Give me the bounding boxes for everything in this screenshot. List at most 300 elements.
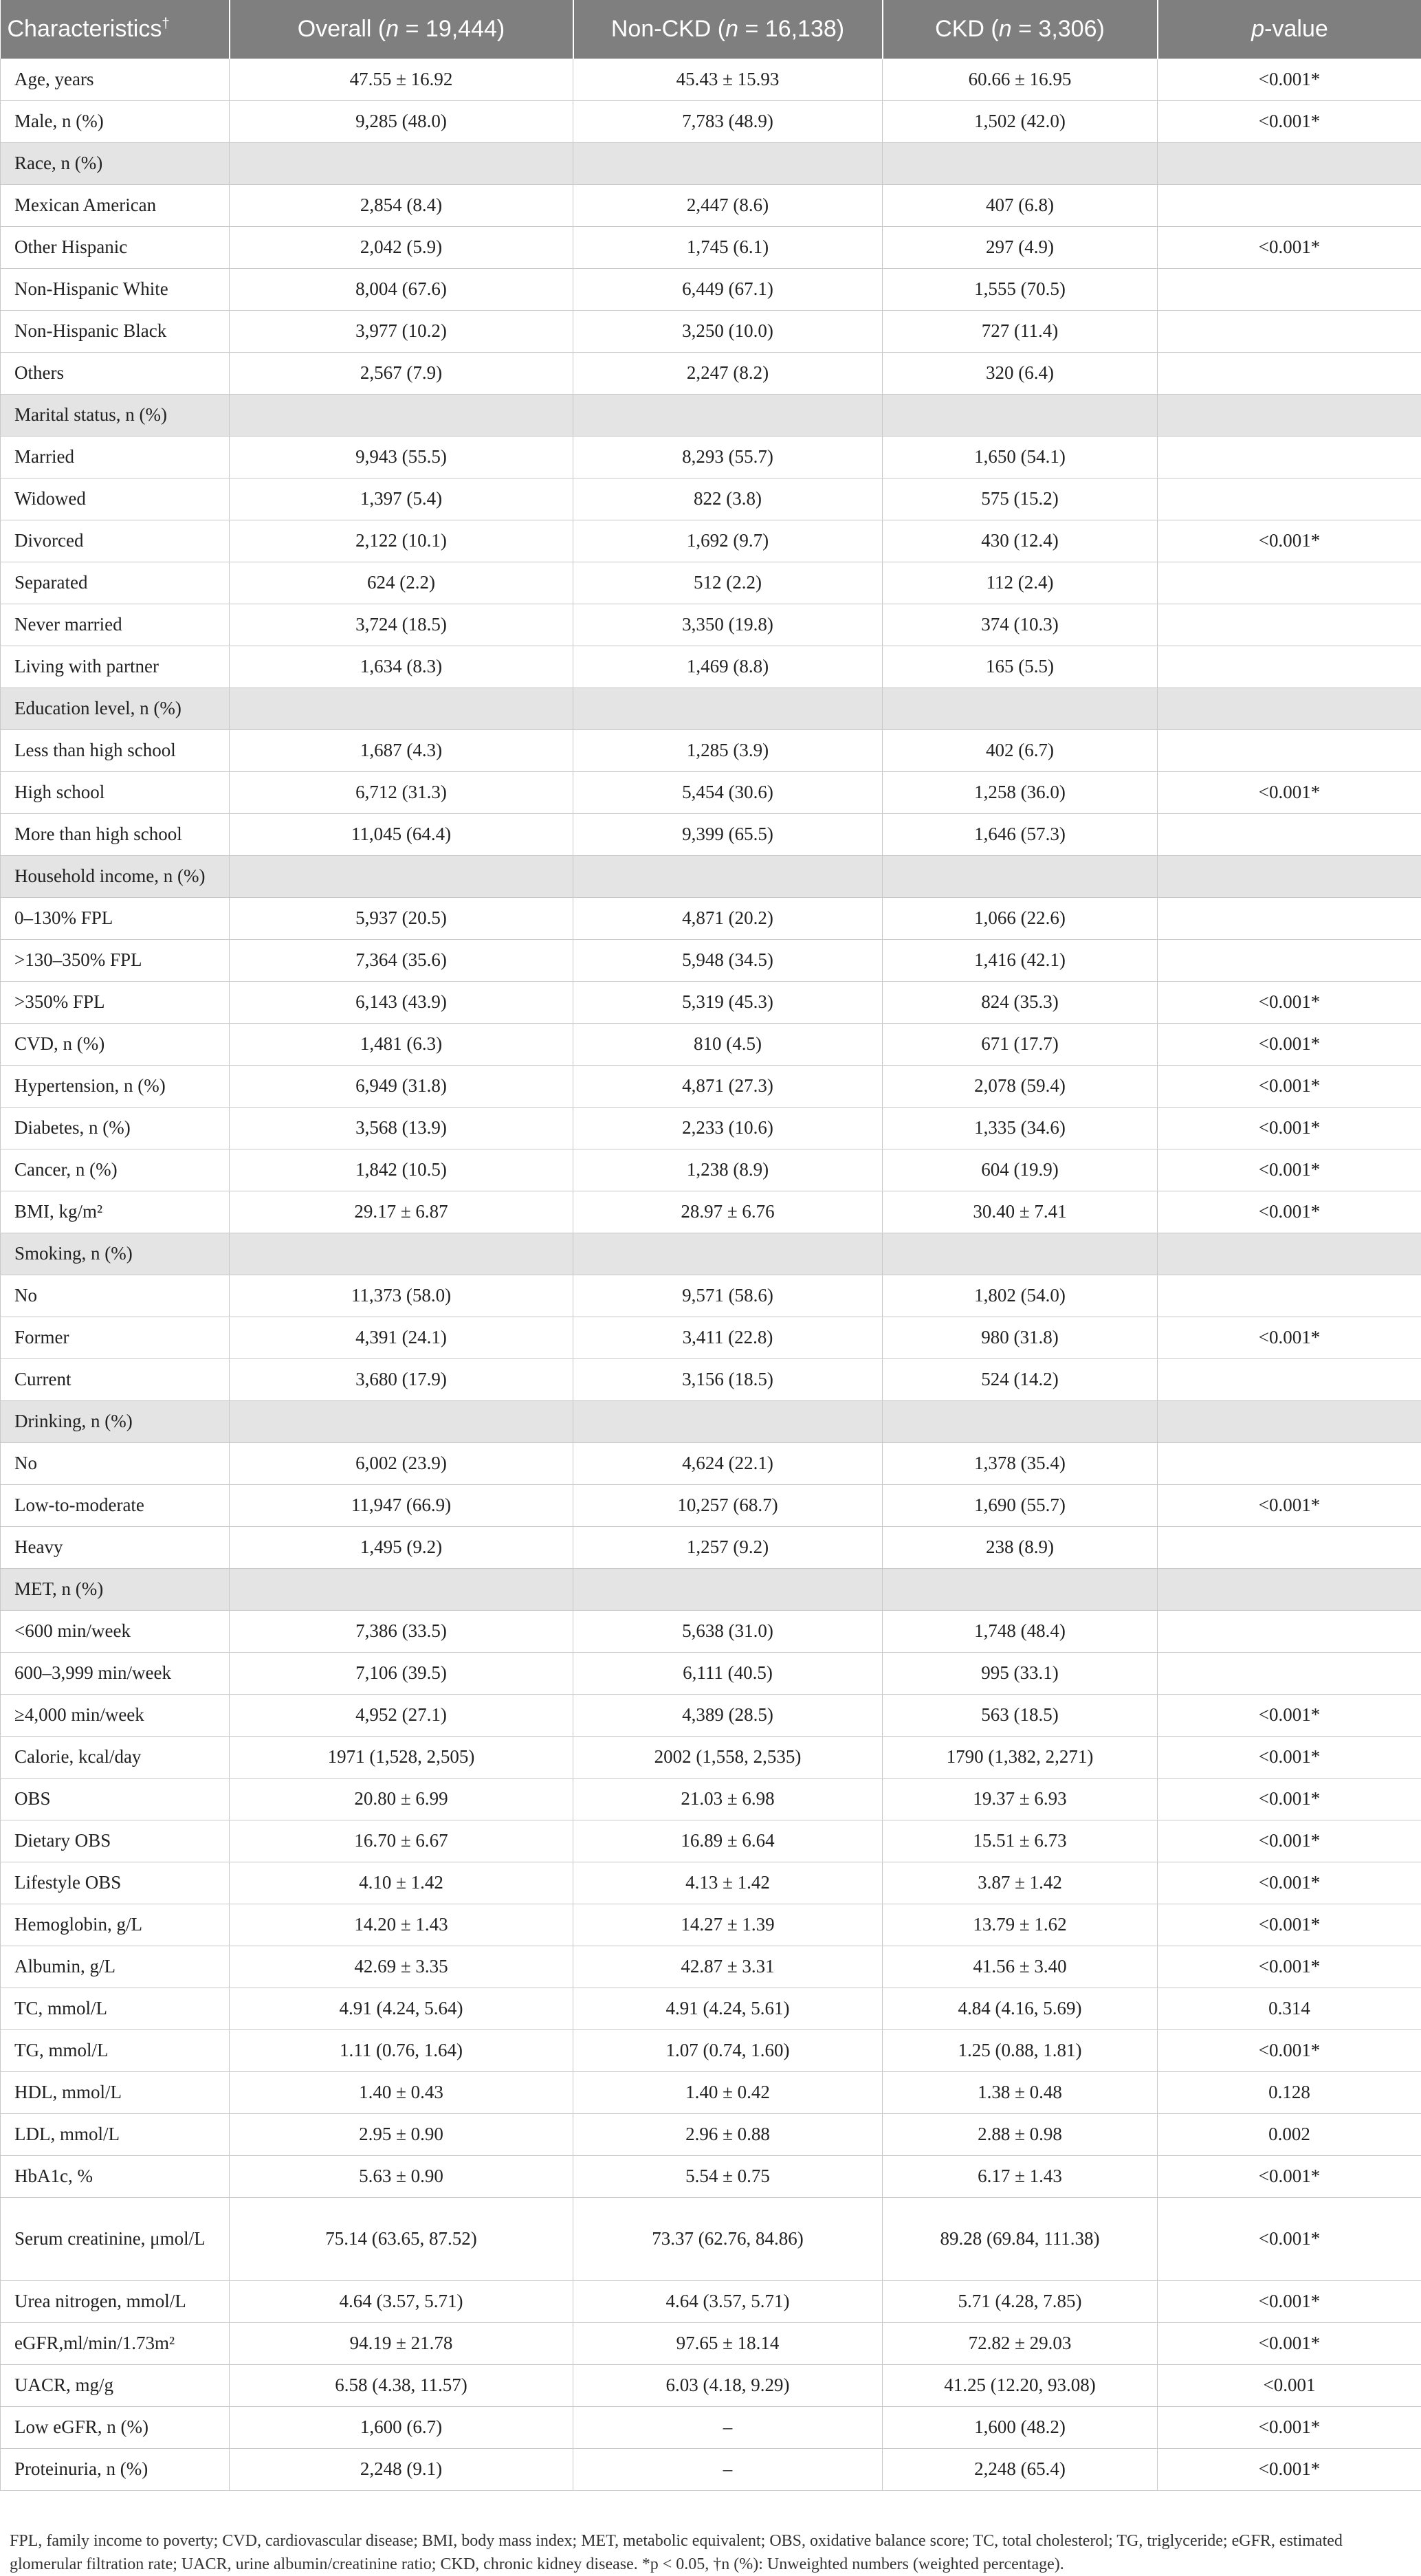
ckd-cell: 563 (18.5) <box>883 1695 1158 1737</box>
p-value-cell <box>1158 437 1421 478</box>
non-ckd-cell: 4,624 (22.1) <box>573 1443 883 1485</box>
ckd-cell <box>883 856 1158 898</box>
table-row <box>1 1653 1421 1695</box>
ckd-cell <box>883 1233 1158 1275</box>
ckd-cell: 2,078 (59.4) <box>883 1066 1158 1108</box>
overall-cell <box>230 688 573 730</box>
overall-cell: 7,386 (33.5) <box>230 1611 573 1653</box>
row-label-cell: 600–3,999 min/week <box>1 1653 230 1695</box>
p-value-cell: <0.001* <box>1158 1779 1421 1820</box>
row-label-cell: Never married <box>1 604 230 646</box>
overall-cell: 16.70 ± 6.67 <box>230 1820 573 1862</box>
p-value-cell: <0.001* <box>1158 1946 1421 1988</box>
overall-cell: 1971 (1,528, 2,505) <box>230 1737 573 1779</box>
row-label-cell: Living with partner <box>1 646 230 688</box>
table-row <box>1 940 1421 982</box>
table-footnote: FPL, family income to poverty; CVD, cardiovascular disease; BMI, body mass index; MET, metabolic equivalent; OBS, oxidative balance score; TC, total cholesterol; TG, triglyceride; eGFR, estimated glomerular filtration rate; UACR, urine albumin/creatinine ratio; CKD, chronic kidney disease. *p < 0.05, †n (%): Unweighted numbers (weighted percentage). <box>0 2530 1412 2576</box>
non-ckd-cell: 9,571 (58.6) <box>573 1275 883 1317</box>
row-label-cell: Education level, n (%) <box>1 688 230 730</box>
non-ckd-cell <box>573 143 883 185</box>
p-value-cell <box>1158 814 1421 856</box>
non-ckd-cell: 1.40 ± 0.42 <box>573 2072 883 2114</box>
non-ckd-cell: 4.91 (4.24, 5.61) <box>573 1988 883 2030</box>
row-label-cell: UACR, mg/g <box>1 2365 230 2407</box>
p-value-cell: <0.001* <box>1158 1695 1421 1737</box>
row-label-cell: Current <box>1 1359 230 1401</box>
overall-cell: 2,042 (5.9) <box>230 227 573 269</box>
p-value-cell <box>1158 1443 1421 1485</box>
p-value-cell <box>1158 353 1421 395</box>
p-value-cell: <0.001* <box>1158 101 1421 143</box>
row-label-cell: Less than high school <box>1 730 230 772</box>
non-ckd-cell: 8,293 (55.7) <box>573 437 883 478</box>
non-ckd-cell: 16.89 ± 6.64 <box>573 1820 883 1862</box>
ckd-cell: 1,690 (55.7) <box>883 1485 1158 1527</box>
section-row <box>1 1233 1421 1275</box>
overall-cell: 6.58 (4.38, 11.57) <box>230 2365 573 2407</box>
table-row <box>1 1695 1421 1737</box>
overall-cell: 1,842 (10.5) <box>230 1149 573 1191</box>
row-label-cell: Albumin, g/L <box>1 1946 230 1988</box>
row-label-cell: TC, mmol/L <box>1 1988 230 2030</box>
non-ckd-cell: 14.27 ± 1.39 <box>573 1904 883 1946</box>
overall-cell: 94.19 ± 21.78 <box>230 2323 573 2365</box>
non-ckd-cell: 28.97 ± 6.76 <box>573 1191 883 1233</box>
row-label-cell: Calorie, kcal/day <box>1 1737 230 1779</box>
table-row <box>1 2323 1421 2365</box>
ckd-cell: 1,066 (22.6) <box>883 898 1158 940</box>
p-value-cell: <0.001* <box>1158 1317 1421 1359</box>
overall-cell: 5.63 ± 0.90 <box>230 2156 573 2198</box>
p-value-cell <box>1158 688 1421 730</box>
non-ckd-cell: 4,389 (28.5) <box>573 1695 883 1737</box>
header-characteristics: Characteristics† <box>1 0 230 59</box>
non-ckd-cell: 5,319 (45.3) <box>573 982 883 1024</box>
table-row <box>1 1443 1421 1485</box>
row-label-cell: Low eGFR, n (%) <box>1 2407 230 2449</box>
overall-cell: 7,364 (35.6) <box>230 940 573 982</box>
overall-cell: 4.64 (3.57, 5.71) <box>230 2281 573 2323</box>
p-value-cell: <0.001* <box>1158 2030 1421 2072</box>
overall-cell <box>230 1233 573 1275</box>
ckd-cell: 1,802 (54.0) <box>883 1275 1158 1317</box>
overall-cell: 6,143 (43.9) <box>230 982 573 1024</box>
ckd-cell: 575 (15.2) <box>883 478 1158 520</box>
row-label-cell: 0–130% FPL <box>1 898 230 940</box>
non-ckd-cell: 512 (2.2) <box>573 562 883 604</box>
overall-cell: 3,977 (10.2) <box>230 311 573 353</box>
header-non-ckd: Non-CKD (n = 16,138) <box>573 0 883 59</box>
row-label-cell: Lifestyle OBS <box>1 1862 230 1904</box>
p-value-cell <box>1158 1653 1421 1695</box>
row-label-cell: Household income, n (%) <box>1 856 230 898</box>
ckd-cell: 1,378 (35.4) <box>883 1443 1158 1485</box>
ckd-cell: 824 (35.3) <box>883 982 1158 1024</box>
table-header <box>1 0 1421 59</box>
table-row <box>1 2281 1421 2323</box>
table-row <box>1 311 1421 353</box>
overall-cell: 4,391 (24.1) <box>230 1317 573 1359</box>
table-row <box>1 101 1421 143</box>
overall-cell: 14.20 ± 1.43 <box>230 1904 573 1946</box>
p-value-cell: <0.001* <box>1158 2156 1421 2198</box>
overall-cell: 47.55 ± 16.92 <box>230 59 573 101</box>
ckd-cell: 297 (4.9) <box>883 227 1158 269</box>
table-row <box>1 982 1421 1024</box>
non-ckd-cell: 97.65 ± 18.14 <box>573 2323 883 2365</box>
p-value-cell <box>1158 940 1421 982</box>
non-ckd-cell: 1,469 (8.8) <box>573 646 883 688</box>
p-value-cell: <0.001* <box>1158 1149 1421 1191</box>
p-value-cell <box>1158 269 1421 311</box>
row-label-cell: More than high school <box>1 814 230 856</box>
table-row <box>1 1317 1421 1359</box>
row-label-cell: MET, n (%) <box>1 1569 230 1611</box>
overall-cell: 2.95 ± 0.90 <box>230 2114 573 2156</box>
header-ckd: CKD (n = 3,306) <box>883 0 1158 59</box>
section-row <box>1 1569 1421 1611</box>
overall-cell: 20.80 ± 6.99 <box>230 1779 573 1820</box>
ckd-cell <box>883 688 1158 730</box>
section-row <box>1 688 1421 730</box>
p-value-cell: <0.001* <box>1158 520 1421 562</box>
row-label-cell: High school <box>1 772 230 814</box>
ckd-cell: 1,600 (48.2) <box>883 2407 1158 2449</box>
row-label-cell: Cancer, n (%) <box>1 1149 230 1191</box>
table-row <box>1 1737 1421 1779</box>
ckd-cell: 1,335 (34.6) <box>883 1108 1158 1149</box>
ckd-cell: 112 (2.4) <box>883 562 1158 604</box>
row-label-cell: CVD, n (%) <box>1 1024 230 1066</box>
row-label-cell: No <box>1 1275 230 1317</box>
ckd-cell: 671 (17.7) <box>883 1024 1158 1066</box>
p-value-cell <box>1158 1611 1421 1653</box>
row-label-cell: Separated <box>1 562 230 604</box>
row-label-cell: Other Hispanic <box>1 227 230 269</box>
row-label-cell: eGFR,ml/min/1.73m² <box>1 2323 230 2365</box>
overall-cell: 1,600 (6.7) <box>230 2407 573 2449</box>
p-value-cell <box>1158 311 1421 353</box>
non-ckd-cell: 6,449 (67.1) <box>573 269 883 311</box>
table-row <box>1 772 1421 814</box>
row-label-cell: Dietary OBS <box>1 1820 230 1862</box>
overall-cell: 3,724 (18.5) <box>230 604 573 646</box>
ckd-cell: 430 (12.4) <box>883 520 1158 562</box>
overall-cell: 1,481 (6.3) <box>230 1024 573 1066</box>
p-value-cell: <0.001* <box>1158 1108 1421 1149</box>
ckd-cell: 4.84 (4.16, 5.69) <box>883 1988 1158 2030</box>
p-value-cell <box>1158 1569 1421 1611</box>
ckd-cell: 727 (11.4) <box>883 311 1158 353</box>
ckd-cell: 1.25 (0.88, 1.81) <box>883 2030 1158 2072</box>
non-ckd-cell <box>573 1233 883 1275</box>
table-row <box>1 2198 1421 2281</box>
overall-cell: 3,680 (17.9) <box>230 1359 573 1401</box>
non-ckd-cell: 2.96 ± 0.88 <box>573 2114 883 2156</box>
row-label-cell: Age, years <box>1 59 230 101</box>
non-ckd-cell: 3,156 (18.5) <box>573 1359 883 1401</box>
row-label-cell: Former <box>1 1317 230 1359</box>
p-value-cell: <0.001* <box>1158 1024 1421 1066</box>
ckd-cell: 1,502 (42.0) <box>883 101 1158 143</box>
non-ckd-cell: 1,238 (8.9) <box>573 1149 883 1191</box>
p-value-cell: <0.001* <box>1158 2449 1421 2491</box>
table-row <box>1 898 1421 940</box>
p-value-cell: <0.001* <box>1158 1066 1421 1108</box>
row-label-cell: HbA1c, % <box>1 2156 230 2198</box>
table-row <box>1 1779 1421 1820</box>
overall-cell: 2,854 (8.4) <box>230 185 573 227</box>
row-label-cell: Low-to-moderate <box>1 1485 230 1527</box>
non-ckd-cell: 4.64 (3.57, 5.71) <box>573 2281 883 2323</box>
ckd-cell: 1.38 ± 0.48 <box>883 2072 1158 2114</box>
section-row <box>1 395 1421 437</box>
table-row <box>1 1108 1421 1149</box>
ckd-cell: 6.17 ± 1.43 <box>883 2156 1158 2198</box>
overall-cell: 11,947 (66.9) <box>230 1485 573 1527</box>
table-row <box>1 1904 1421 1946</box>
table-row <box>1 185 1421 227</box>
table-row <box>1 1149 1421 1191</box>
overall-cell: 1,495 (9.2) <box>230 1527 573 1569</box>
p-value-cell <box>1158 646 1421 688</box>
overall-cell: 1,397 (5.4) <box>230 478 573 520</box>
section-row <box>1 143 1421 185</box>
non-ckd-cell: 1,285 (3.9) <box>573 730 883 772</box>
row-label-cell: Marital status, n (%) <box>1 395 230 437</box>
table-row <box>1 269 1421 311</box>
overall-cell: 29.17 ± 6.87 <box>230 1191 573 1233</box>
table-row <box>1 1191 1421 1233</box>
ckd-cell: 320 (6.4) <box>883 353 1158 395</box>
overall-cell: 1.40 ± 0.43 <box>230 2072 573 2114</box>
ckd-cell <box>883 1401 1158 1443</box>
table-row <box>1 2407 1421 2449</box>
overall-cell: 6,002 (23.9) <box>230 1443 573 1485</box>
non-ckd-cell: 822 (3.8) <box>573 478 883 520</box>
ckd-cell: 89.28 (69.84, 111.38) <box>883 2198 1158 2281</box>
overall-cell <box>230 395 573 437</box>
section-row <box>1 856 1421 898</box>
overall-cell: 8,004 (67.6) <box>230 269 573 311</box>
table-row <box>1 1611 1421 1653</box>
non-ckd-cell: 2,233 (10.6) <box>573 1108 883 1149</box>
row-label-cell: Others <box>1 353 230 395</box>
non-ckd-cell: 3,350 (19.8) <box>573 604 883 646</box>
non-ckd-cell: – <box>573 2407 883 2449</box>
p-value-cell <box>1158 395 1421 437</box>
p-value-cell <box>1158 1527 1421 1569</box>
p-value-cell: <0.001* <box>1158 982 1421 1024</box>
p-value-cell: 0.002 <box>1158 2114 1421 2156</box>
row-label-cell: >350% FPL <box>1 982 230 1024</box>
overall-cell: 4,952 (27.1) <box>230 1695 573 1737</box>
row-label-cell: Married <box>1 437 230 478</box>
table-row <box>1 814 1421 856</box>
p-value-cell: <0.001* <box>1158 1485 1421 1527</box>
ckd-cell: 30.40 ± 7.41 <box>883 1191 1158 1233</box>
p-value-cell: <0.001* <box>1158 2323 1421 2365</box>
table-row <box>1 2030 1421 2072</box>
table-row <box>1 2365 1421 2407</box>
overall-cell: 7,106 (39.5) <box>230 1653 573 1695</box>
overall-cell <box>230 1569 573 1611</box>
non-ckd-cell: 6.03 (4.18, 9.29) <box>573 2365 883 2407</box>
overall-cell: 2,122 (10.1) <box>230 520 573 562</box>
non-ckd-cell: 1,692 (9.7) <box>573 520 883 562</box>
row-label-cell: <600 min/week <box>1 1611 230 1653</box>
header-overall: Overall (n = 19,444) <box>230 0 573 59</box>
row-label-cell: Smoking, n (%) <box>1 1233 230 1275</box>
p-value-cell <box>1158 898 1421 940</box>
ckd-cell: 2.88 ± 0.98 <box>883 2114 1158 2156</box>
overall-cell <box>230 143 573 185</box>
overall-cell: 4.10 ± 1.42 <box>230 1862 573 1904</box>
table-row <box>1 1527 1421 1569</box>
overall-cell: 6,949 (31.8) <box>230 1066 573 1108</box>
ckd-cell: 19.37 ± 6.93 <box>883 1779 1158 1820</box>
table-row <box>1 2449 1421 2491</box>
non-ckd-cell <box>573 1401 883 1443</box>
row-label-cell: Proteinuria, n (%) <box>1 2449 230 2491</box>
ckd-cell: 238 (8.9) <box>883 1527 1158 1569</box>
p-value-cell: <0.001* <box>1158 2407 1421 2449</box>
row-label-cell: Urea nitrogen, mmol/L <box>1 2281 230 2323</box>
table-row <box>1 1024 1421 1066</box>
ckd-cell: 1790 (1,382, 2,271) <box>883 1737 1158 1779</box>
p-value-cell: <0.001* <box>1158 1904 1421 1946</box>
ckd-cell: 41.56 ± 3.40 <box>883 1946 1158 1988</box>
p-value-cell <box>1158 1275 1421 1317</box>
non-ckd-cell: 3,411 (22.8) <box>573 1317 883 1359</box>
row-label-cell: Non-Hispanic White <box>1 269 230 311</box>
row-label-cell: No <box>1 1443 230 1485</box>
non-ckd-cell: 2,247 (8.2) <box>573 353 883 395</box>
ckd-cell: 524 (14.2) <box>883 1359 1158 1401</box>
p-value-cell <box>1158 1233 1421 1275</box>
overall-cell <box>230 1401 573 1443</box>
ckd-cell: 1,748 (48.4) <box>883 1611 1158 1653</box>
overall-cell: 5,937 (20.5) <box>230 898 573 940</box>
p-value-cell: <0.001* <box>1158 1737 1421 1779</box>
ckd-cell: 5.71 (4.28, 7.85) <box>883 2281 1158 2323</box>
non-ckd-cell: 21.03 ± 6.98 <box>573 1779 883 1820</box>
non-ckd-cell: 3,250 (10.0) <box>573 311 883 353</box>
ckd-cell: 402 (6.7) <box>883 730 1158 772</box>
ckd-cell: 604 (19.9) <box>883 1149 1158 1191</box>
non-ckd-cell: – <box>573 2449 883 2491</box>
ckd-cell: 995 (33.1) <box>883 1653 1158 1695</box>
overall-cell: 1.11 (0.76, 1.64) <box>230 2030 573 2072</box>
non-ckd-cell: 5,454 (30.6) <box>573 772 883 814</box>
overall-cell: 2,248 (9.1) <box>230 2449 573 2491</box>
ckd-cell: 407 (6.8) <box>883 185 1158 227</box>
overall-cell <box>230 856 573 898</box>
p-value-cell: <0.001* <box>1158 1191 1421 1233</box>
table-row <box>1 2072 1421 2114</box>
non-ckd-cell: 2,447 (8.6) <box>573 185 883 227</box>
ckd-cell: 374 (10.3) <box>883 604 1158 646</box>
p-value-cell <box>1158 478 1421 520</box>
overall-cell: 9,285 (48.0) <box>230 101 573 143</box>
table-row <box>1 59 1421 101</box>
ckd-cell: 15.51 ± 6.73 <box>883 1820 1158 1862</box>
non-ckd-cell: 4,871 (27.3) <box>573 1066 883 1108</box>
p-value-cell: <0.001* <box>1158 1820 1421 1862</box>
p-value-cell: <0.001* <box>1158 2198 1421 2281</box>
ckd-cell: 980 (31.8) <box>883 1317 1158 1359</box>
p-value-cell <box>1158 562 1421 604</box>
non-ckd-cell: 1,745 (6.1) <box>573 227 883 269</box>
table-row <box>1 1275 1421 1317</box>
p-value-cell <box>1158 143 1421 185</box>
p-value-cell: <0.001 <box>1158 2365 1421 2407</box>
non-ckd-cell: 5.54 ± 0.75 <box>573 2156 883 2198</box>
table-row <box>1 227 1421 269</box>
overall-cell: 2,567 (7.9) <box>230 353 573 395</box>
section-row <box>1 1401 1421 1443</box>
ckd-cell: 1,646 (57.3) <box>883 814 1158 856</box>
row-label-cell: Hemoglobin, g/L <box>1 1904 230 1946</box>
ckd-cell: 1,258 (36.0) <box>883 772 1158 814</box>
table-row <box>1 1066 1421 1108</box>
table-row <box>1 562 1421 604</box>
non-ckd-cell: 5,638 (31.0) <box>573 1611 883 1653</box>
p-value-cell <box>1158 1401 1421 1443</box>
ckd-cell: 2,248 (65.4) <box>883 2449 1158 2491</box>
row-label-cell: Hypertension, n (%) <box>1 1066 230 1108</box>
p-value-cell <box>1158 185 1421 227</box>
p-value-cell: <0.001* <box>1158 772 1421 814</box>
row-label-cell: TG, mmol/L <box>1 2030 230 2072</box>
row-label-cell: Drinking, n (%) <box>1 1401 230 1443</box>
row-label-cell: ≥4,000 min/week <box>1 1695 230 1737</box>
row-label-cell: OBS <box>1 1779 230 1820</box>
p-value-cell: <0.001* <box>1158 59 1421 101</box>
row-label-cell: Widowed <box>1 478 230 520</box>
ckd-cell: 13.79 ± 1.62 <box>883 1904 1158 1946</box>
non-ckd-cell <box>573 688 883 730</box>
row-label-cell: Male, n (%) <box>1 101 230 143</box>
row-label-cell: BMI, kg/m² <box>1 1191 230 1233</box>
table-row <box>1 1359 1421 1401</box>
ckd-cell: 3.87 ± 1.42 <box>883 1862 1158 1904</box>
table-row <box>1 730 1421 772</box>
p-value-cell <box>1158 856 1421 898</box>
table-row <box>1 646 1421 688</box>
non-ckd-cell: 6,111 (40.5) <box>573 1653 883 1695</box>
row-label-cell: Race, n (%) <box>1 143 230 185</box>
overall-cell: 42.69 ± 3.35 <box>230 1946 573 1988</box>
p-value-cell: <0.001* <box>1158 2281 1421 2323</box>
overall-cell: 75.14 (63.65, 87.52) <box>230 2198 573 2281</box>
table-row <box>1 478 1421 520</box>
non-ckd-cell: 2002 (1,558, 2,535) <box>573 1737 883 1779</box>
p-value-cell <box>1158 730 1421 772</box>
table-row <box>1 2114 1421 2156</box>
p-value-cell: 0.314 <box>1158 1988 1421 2030</box>
p-value-cell <box>1158 604 1421 646</box>
overall-cell: 624 (2.2) <box>230 562 573 604</box>
p-value-cell: <0.001* <box>1158 227 1421 269</box>
non-ckd-cell: 1,257 (9.2) <box>573 1527 883 1569</box>
non-ckd-cell: 10,257 (68.7) <box>573 1485 883 1527</box>
ckd-cell: 72.82 ± 29.03 <box>883 2323 1158 2365</box>
table-body <box>1 59 1421 2491</box>
row-label-cell: LDL, mmol/L <box>1 2114 230 2156</box>
ckd-cell: 1,555 (70.5) <box>883 269 1158 311</box>
header-row <box>1 0 1421 59</box>
